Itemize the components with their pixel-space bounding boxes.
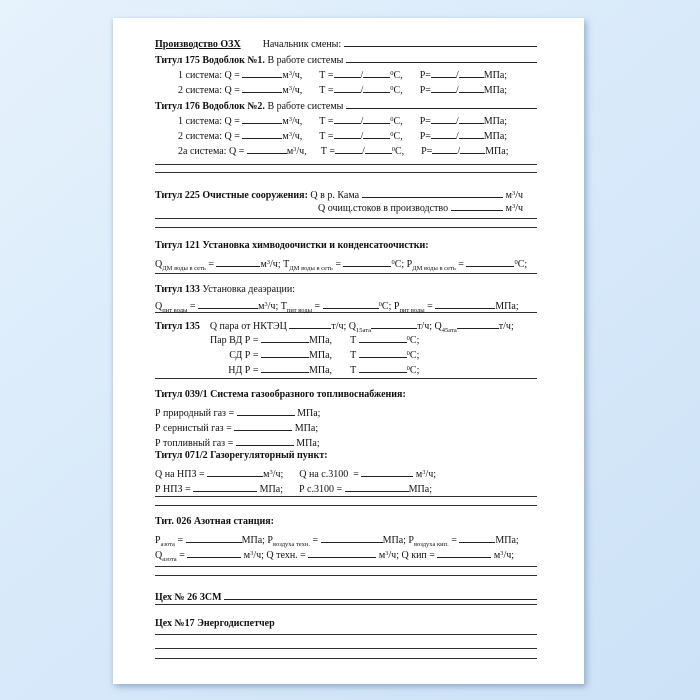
section-tit-026 — [155, 515, 537, 528]
section-titul-039 — [155, 388, 537, 401]
text: МПа, — [309, 335, 333, 346]
blank-field — [308, 545, 376, 558]
text: Q — [155, 550, 163, 561]
blank-field — [432, 141, 457, 154]
blank-field — [431, 126, 456, 139]
text: МПа; — [292, 423, 319, 434]
text: /ч; — [503, 550, 515, 561]
titul-133-row — [155, 296, 537, 314]
blank-field — [460, 141, 485, 154]
text: = — [312, 301, 323, 312]
spacer — [302, 123, 319, 124]
text: Т — [350, 335, 359, 346]
text: С, — [395, 146, 405, 157]
text: МПа; Р — [382, 535, 414, 546]
blank-field — [371, 316, 417, 329]
superscript-text: 3 — [269, 469, 273, 476]
blank-field — [459, 111, 484, 124]
section-titul-133 — [155, 283, 537, 296]
text: Р с.3100 = — [299, 484, 345, 495]
separator-line — [155, 378, 537, 379]
text: 1 система: Q = — [178, 116, 243, 127]
gas-row — [155, 403, 537, 419]
superscript-text: 3 — [500, 550, 504, 557]
superscript-text: 3 — [288, 85, 292, 92]
blank-field — [234, 418, 292, 431]
subscript-text: пит воды — [162, 306, 188, 314]
spacer — [241, 46, 263, 47]
text: С, — [393, 70, 403, 81]
superscript-text: 3 — [266, 259, 271, 266]
blank-field — [242, 111, 282, 124]
blank-field — [459, 126, 484, 139]
blank-field — [261, 345, 309, 358]
text: 2 система: Q = — [178, 85, 243, 96]
text: /ч, — [291, 85, 303, 96]
text: м — [413, 469, 423, 480]
text: м — [241, 550, 251, 561]
subscript-text: азота — [160, 540, 175, 548]
blank-field — [334, 80, 361, 93]
superscript-text: 3 — [264, 301, 268, 308]
blank-field — [321, 530, 383, 543]
text: Т — [350, 365, 359, 376]
text: = — [187, 301, 199, 312]
blank-field — [359, 345, 407, 358]
subscript-text: воздуха кип. — [414, 540, 449, 548]
text: /ч, — [291, 70, 303, 81]
blank-field — [242, 126, 282, 139]
text: /ч — [515, 190, 523, 201]
blank-field — [343, 254, 391, 267]
spacer — [332, 342, 350, 343]
separator-line — [155, 648, 537, 649]
spacer — [403, 123, 420, 124]
document-page — [113, 18, 584, 684]
grp-row — [155, 464, 537, 480]
text: Р топливный газ = — [155, 438, 236, 449]
ceh-26 — [155, 587, 537, 603]
bold-text: Титул 176 Водоблок №2. — [155, 101, 265, 112]
grp-row — [155, 479, 537, 495]
text: С, — [393, 116, 403, 127]
text: м — [376, 550, 386, 561]
text: / — [360, 116, 364, 127]
blank-field — [457, 316, 499, 329]
separator-line — [155, 164, 537, 165]
text: МПа; — [483, 85, 508, 96]
blank-field — [242, 80, 282, 93]
spacer — [302, 92, 319, 93]
spacer — [155, 372, 203, 373]
spacer — [403, 138, 420, 139]
bold-text: Титул 225 Очистные сооружения: — [155, 190, 308, 201]
spacer — [404, 153, 421, 154]
superscript-text: 0 — [378, 301, 382, 308]
separator-line — [155, 172, 537, 173]
subscript-text: пит воды — [399, 306, 425, 314]
superscript-text: 0 — [390, 116, 394, 123]
bold-text: Тит. 026 Азотная станция: — [155, 516, 274, 527]
text: м — [260, 259, 267, 270]
text: = — [455, 259, 467, 270]
blank-field — [363, 111, 390, 124]
bold-text: Титул 175 Водоблок №1. — [155, 55, 265, 66]
subscript-text: пит воды — [286, 306, 313, 314]
blank-field — [363, 65, 390, 78]
bold-text: Цех № 26 ЗСМ — [155, 592, 225, 603]
text: С; — [409, 335, 420, 346]
text: Р= — [419, 70, 431, 81]
text: / — [361, 146, 365, 157]
text: 1 система: Q = — [178, 70, 243, 81]
text: МПа, — [309, 365, 333, 376]
blank-field — [247, 141, 287, 154]
text: м — [503, 190, 512, 201]
text: /ч, — [296, 146, 307, 157]
text: /ч — [515, 203, 523, 214]
text: м — [263, 469, 270, 480]
text: /ч, — [291, 116, 303, 127]
text: МПа; — [293, 438, 320, 449]
bold-text: Титул 121 Установка химводоочистки и конденсатоочистки: — [155, 240, 429, 251]
text: Р природный газ = — [155, 408, 237, 419]
text: Q на НПЗ = — [155, 469, 208, 480]
text: Т = — [319, 131, 334, 142]
text: Начальник смены: — [262, 39, 344, 50]
text: = — [424, 301, 436, 312]
bold-text: Титул 039/1 Система газообразного топливоснабжения: — [155, 389, 406, 400]
text: м — [503, 203, 512, 214]
text: м — [282, 85, 289, 96]
text: = — [176, 550, 188, 561]
separator-line — [155, 604, 537, 605]
text: Р= — [419, 131, 431, 142]
text: С; Р — [394, 259, 413, 270]
separator-line — [155, 496, 537, 497]
superscript-text: 3 — [288, 131, 292, 138]
blank-field — [236, 433, 294, 446]
superscript-text: 0 — [406, 350, 410, 357]
subscript-text: ДМ воды в сеть — [162, 264, 206, 272]
blank-field — [334, 126, 361, 139]
azot-row — [155, 545, 537, 563]
spacer — [332, 357, 350, 358]
blank-field — [186, 530, 242, 543]
text: / — [455, 131, 459, 142]
text: МПа; — [495, 301, 519, 312]
text: Р НПЗ = — [155, 484, 194, 495]
text: Q в р. Кама — [307, 190, 362, 201]
blank-field — [335, 141, 362, 154]
field-label: Пар ВД Р = — [210, 335, 261, 346]
superscript-text: 0 — [390, 70, 394, 77]
blank-field — [361, 464, 413, 477]
text: МПа; — [485, 146, 509, 157]
blank-field — [459, 530, 495, 543]
text: В работе системы — [264, 101, 346, 112]
subscript-text: 15ата — [356, 326, 372, 334]
section-titul-071 — [155, 449, 537, 462]
separator-line — [155, 218, 537, 219]
blank-field — [344, 34, 537, 47]
blank-field — [365, 141, 392, 154]
blank-field — [198, 296, 258, 309]
text: = — [332, 259, 344, 270]
text: / — [360, 131, 364, 142]
text: Т = — [319, 70, 334, 81]
superscript-text: 3 — [288, 116, 292, 123]
ceh-17 — [155, 617, 537, 630]
text: т/ч; Q — [331, 321, 357, 332]
titul-121-row — [155, 254, 537, 272]
superscript-text: 3 — [422, 469, 426, 476]
text: / — [455, 85, 459, 96]
text: /ч; Q техн. = — [253, 550, 309, 561]
separator-line — [155, 505, 537, 506]
title-text: Производство ОЗХ — [155, 39, 241, 50]
text: = — [309, 535, 321, 546]
text: м — [282, 70, 289, 81]
blank-field — [431, 65, 456, 78]
blank-field — [459, 65, 484, 78]
text: м — [258, 301, 265, 312]
text: 2а система: Q = — [178, 146, 247, 157]
superscript-text: 0 — [390, 131, 394, 138]
titul-135-row-q — [155, 316, 537, 334]
text: /ч; Т — [270, 259, 290, 270]
text: Q на с.3100 = — [299, 469, 362, 480]
spacer — [155, 342, 203, 343]
header-line — [155, 34, 537, 50]
text: С; Р — [381, 301, 400, 312]
text: МПа; — [408, 484, 432, 495]
spacer — [403, 77, 420, 78]
text: Р — [155, 535, 161, 546]
text: / — [360, 70, 364, 81]
spacer — [403, 92, 420, 93]
blank-field — [187, 545, 241, 558]
text: 2 система: Q = — [178, 131, 243, 142]
text: / — [455, 70, 459, 81]
field-label: НД Р = — [228, 365, 261, 376]
subscript-text: 45ата — [441, 326, 457, 334]
blank-field — [261, 330, 309, 343]
blank-field — [431, 80, 456, 93]
text: т/ч; — [498, 321, 514, 332]
superscript-text: 3 — [511, 203, 516, 210]
subscript-text: воздуха техн. — [273, 540, 310, 548]
text: Т — [350, 350, 359, 361]
text: /ч, — [291, 131, 303, 142]
text: / — [457, 146, 461, 157]
blank-field — [346, 50, 537, 63]
spacer — [302, 77, 319, 78]
section-titul-225 — [155, 185, 523, 201]
bold-text: Титул 133 — [155, 284, 200, 295]
superscript-text: 0 — [514, 259, 518, 266]
text: МПа; — [483, 116, 508, 127]
text: МПа; — [483, 131, 508, 142]
separator-line — [155, 227, 537, 228]
subscript-text: ДМ воды в сеть — [289, 264, 333, 272]
blank-field — [242, 65, 282, 78]
blank-field — [435, 296, 495, 309]
section-titul-121 — [155, 239, 537, 252]
text: м — [286, 146, 294, 157]
text: МПа; — [483, 70, 508, 81]
spacer — [302, 138, 319, 139]
text: м — [282, 131, 289, 142]
spacer — [332, 372, 350, 373]
text: Q пара от НКТЭЦ — [209, 321, 290, 332]
text: /ч; Q кип = — [388, 550, 438, 561]
text: Q — [155, 259, 163, 270]
text: Р= — [419, 85, 431, 96]
text: Q очищ.стоков в производство — [318, 203, 451, 214]
separator-line — [155, 273, 537, 274]
text: Установка деаэрации: — [199, 284, 295, 295]
spacer — [307, 153, 321, 154]
bold-text: Титул 135 — [155, 321, 200, 332]
superscript-text: 0 — [406, 365, 410, 372]
text: Р= — [421, 146, 433, 157]
subscript-text: азота — [162, 555, 177, 563]
blank-field — [345, 479, 409, 492]
blank-field — [466, 254, 514, 267]
blank-field — [334, 65, 361, 78]
text: = — [448, 535, 460, 546]
text: МПа; Р — [241, 535, 273, 546]
text: МПа, — [309, 350, 333, 361]
text: В работе системы — [264, 55, 346, 66]
separator-line — [155, 312, 537, 313]
text: м — [491, 550, 501, 561]
text: м — [282, 116, 289, 127]
text: Т = — [320, 146, 335, 157]
blank-field — [216, 254, 260, 267]
spacer — [283, 476, 299, 477]
azot-row — [155, 530, 537, 548]
text: С; — [409, 365, 420, 376]
superscript-text: 0 — [391, 146, 395, 153]
bold-text: Титул 071/2 Газорегуляторный пункт: — [155, 450, 328, 461]
text: Q — [155, 301, 163, 312]
spacer — [200, 328, 210, 329]
text: / — [360, 85, 364, 96]
blank-field — [346, 96, 537, 109]
superscript-text: 3 — [511, 190, 516, 197]
blank-field — [237, 403, 295, 416]
blank-field — [359, 360, 407, 373]
text: С, — [393, 85, 403, 96]
text: С; — [517, 259, 528, 270]
blank-field — [431, 111, 456, 124]
text: С; — [409, 350, 420, 361]
bold-text: Цех №17 Энергодиспетчер — [155, 618, 275, 629]
text: / — [455, 116, 459, 127]
text: = — [174, 535, 186, 546]
blank-field — [261, 360, 309, 373]
text: МПа; — [495, 535, 519, 546]
blank-field — [289, 316, 331, 329]
spacer — [283, 491, 299, 492]
separator-line — [155, 658, 537, 659]
text: Р сернистый газ = — [155, 423, 235, 434]
superscript-text: 3 — [288, 70, 292, 77]
subscript-text: ДМ воды в сеть — [412, 264, 456, 272]
text: = — [205, 259, 217, 270]
blank-field — [224, 587, 537, 600]
text: /ч; Т — [267, 301, 287, 312]
blank-field — [363, 126, 390, 139]
text: Т = — [319, 116, 334, 127]
superscript-text: 3 — [385, 550, 389, 557]
separator-line — [155, 634, 537, 635]
field-label: СД Р = — [229, 350, 261, 361]
text: /ч; — [272, 469, 284, 480]
superscript-text: 0 — [390, 85, 394, 92]
text: Р= — [419, 116, 431, 127]
blank-field — [363, 80, 390, 93]
blank-field — [451, 198, 504, 211]
blank-field — [323, 296, 379, 309]
superscript-text: 3 — [293, 146, 297, 153]
blank-field — [334, 111, 361, 124]
text: Т = — [319, 85, 334, 96]
spacer — [155, 357, 203, 358]
blank-field — [193, 479, 257, 492]
superscript-text: 0 — [391, 259, 395, 266]
superscript-text: 3 — [250, 550, 254, 557]
text: МПа; — [257, 484, 283, 495]
separator-line — [155, 566, 537, 567]
superscript-text: 0 — [406, 335, 410, 342]
separator-line — [155, 575, 537, 576]
blank-field — [362, 185, 504, 198]
section-titul-175 — [155, 50, 537, 66]
blank-field — [207, 464, 263, 477]
blank-field — [459, 80, 484, 93]
section-titul-176 — [155, 96, 537, 112]
text: С, — [393, 131, 403, 142]
text: т/ч; Q — [417, 321, 442, 332]
text: МПа; — [294, 408, 321, 419]
text: /ч; — [425, 469, 437, 480]
